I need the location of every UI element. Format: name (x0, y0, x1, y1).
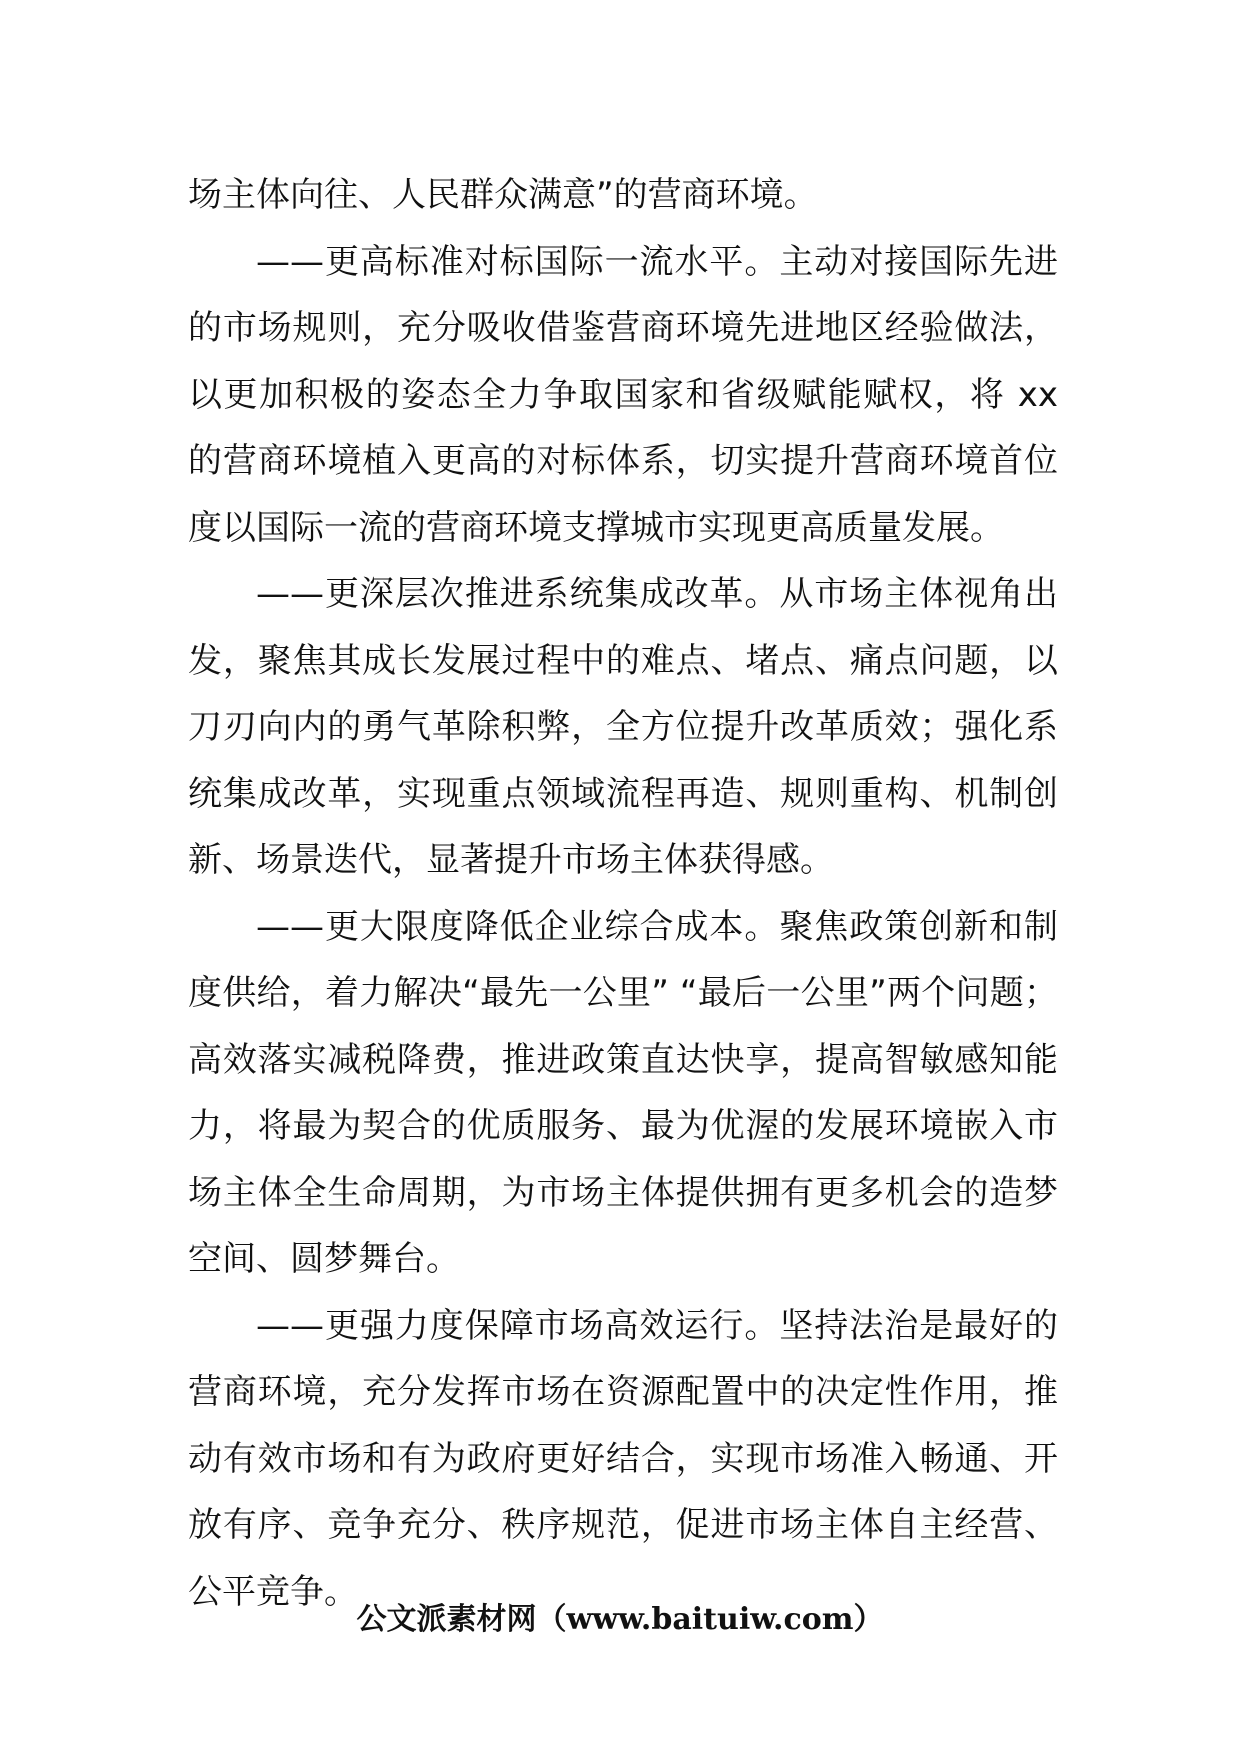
paragraph-1: 场主体向往、人民群众满意”的营商环境。 (188, 175, 818, 215)
paragraph-5: ——更强力度保障市场高效运行。坚持法治是最好的营商环境，充分发挥市场在资源配置中的决定性作用，推动有效市场和有为政府更好结合，实现市场准入畅通、开放有序、竞争充分、秩序规范，促进市场主体自主经营、公平竞争。 (188, 1305, 1058, 1612)
paragraph-3: ——更深层次推进系统集成改革。从市场主体视角出发，聚焦其成长发展过程中的难点、堵点、痛点问题，以刀刃向内的勇气革除积弊，全方位提升改革质效；强化系统集成改革，实现重点领域流程再造、规则重构、机制创新、场景迭代，显著提升市场主体获得感。 (188, 574, 1058, 880)
page-footer (0, 1600, 1240, 1640)
document-body (188, 162, 1058, 1625)
paragraph-2: ——更高标准对标国际一流水平。主动对接国际先进的市场规则，充分吸收借鉴营商环境先进地区经验做法，以更加积极的姿态全力争取国家和省级赋能赋权，将 xx 的营商环境植入更高的对标体系，切实提升营商环境首位度以国际一流的营商环境支撑城市实现更高质量发展。 (188, 241, 1058, 548)
footer-site-url: （www.baituiw.com） (536, 1602, 884, 1637)
footer-site-name: 公文派素材网 (356, 1602, 537, 1637)
paragraph-4: ——更大限度降低企业综合成本。聚焦政策创新和制度供给，着力解决“最先一公里” “最后一公里”两个问题；高效落实减税降费，推进政策直达快享，提高智敏感知能力，将最为契合的优质服务、最为优渥的发展环境嵌入市场主体全生命周期，为市场主体提供拥有更多机会的造梦空间、圆梦舞台。 (188, 906, 1058, 1279)
